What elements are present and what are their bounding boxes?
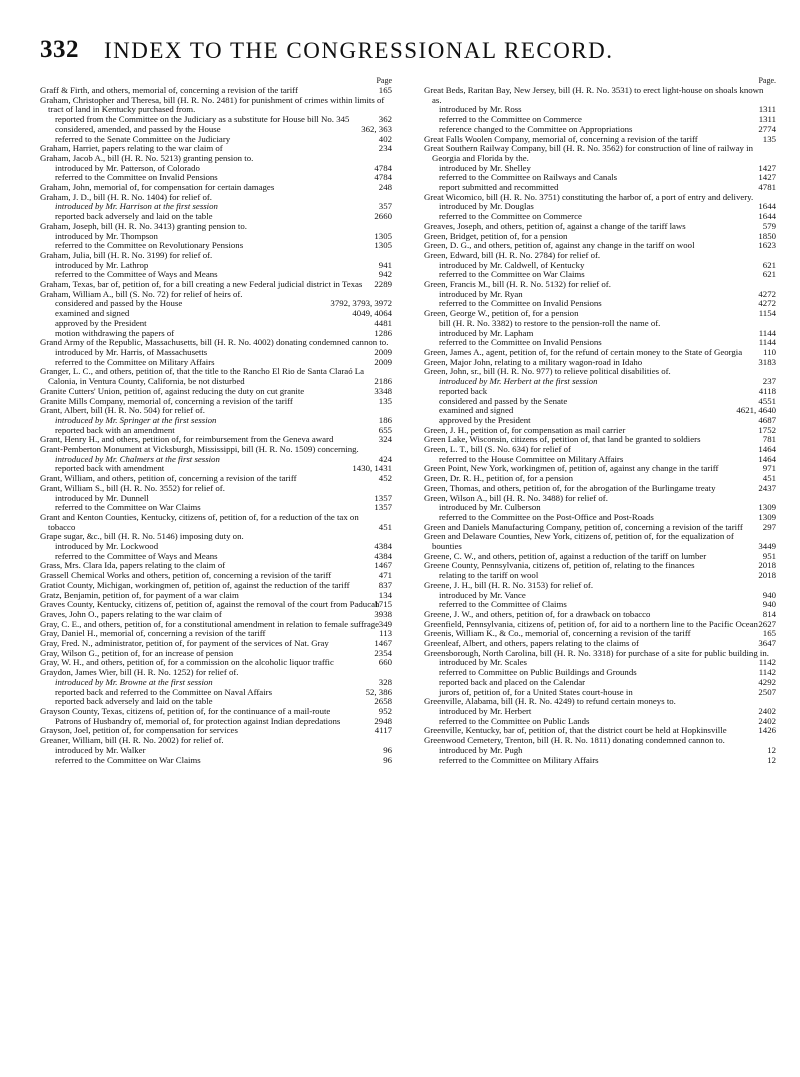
page-header: [40, 36, 775, 66]
entry-page-ref: 1850: [758, 230, 776, 241]
index-entry: [424, 144, 776, 163]
entry-page-ref: 952: [378, 706, 392, 716]
page-column-label: Page.: [758, 76, 776, 85]
entry-text: Greene County, Pennsylvania, citizens of, petition of, relating to the finances: [424, 560, 695, 571]
entry-text: Great Southern Railway Company, bill (H. R. No. 3562) for construction of line of railway in Georgia and Florida by the.: [424, 143, 754, 163]
entry-page-ref: 2289: [374, 279, 392, 290]
entry-text: referred to the Committee on Invalid Pensions: [439, 337, 602, 348]
entry-text: referred to the Committee on Public Lands: [439, 715, 590, 726]
entry-text: referred to the Committee on Military Affairs: [55, 356, 215, 367]
entry-text: referred to the Committee on Invalid Pensions: [55, 172, 218, 183]
entry-page-ref: 1464: [758, 453, 776, 464]
entry-text: Greene, J. W., and others, petition of, for a drawback on tobacco: [424, 608, 651, 619]
entry-page-ref: 941: [378, 259, 392, 270]
entry-page-ref: 4117: [374, 725, 392, 736]
entry-page-ref: 4784: [374, 172, 392, 183]
entry-text: referred to the Committee on War Claims: [55, 502, 201, 513]
entry-text: referred to the Committee on Invalid Pensions: [439, 298, 602, 309]
entry-text: Grant-Pemberton Monument at Vicksburgh, Mississippi, bill (H. R. No. 1509) concerning.: [40, 444, 359, 455]
entry-page-ref: 4481: [374, 317, 392, 328]
entry-text: referred to the Committee on Railways and Canals: [439, 172, 618, 183]
entry-text: introduced by Mr. Patterson, of Colorado: [55, 162, 200, 173]
entry-text: reported from the Committee on the Judiciary as a substitute for House bill No. 345: [55, 114, 350, 125]
entry-text: reported back: [439, 385, 488, 396]
entry-text: Grayson County, Texas, citizens of, petition of, for the continuance of a mail-route: [40, 706, 331, 716]
entry-page-ref: 2437: [758, 482, 776, 493]
entry-text: report submitted and recommitted: [439, 182, 559, 193]
entry-text: Patrons of Husbandry of, memorial of, for protection against Indian depredations: [55, 715, 341, 726]
entry-page-ref: 1752: [758, 424, 776, 435]
entry-text: examined and signed: [55, 308, 130, 319]
entry-text: Greensborough, North Carolina, bill (H. R. No. 3318) for purchase of a site for public building in.: [424, 647, 769, 658]
entry-text: Grant, William S., bill (H. R. No. 3552) for relief of.: [40, 482, 225, 493]
entry-text: Green, Dr. R. H., petition of, for a pension: [424, 473, 574, 484]
entry-text: referred to the Committee of Ways and Means: [55, 269, 218, 280]
entry-page-ref: 2660: [374, 211, 392, 222]
entry-text: Grand Army of the Republic, Massachusetts, bill (H. R. No. 4002) donating condemned cannon to.: [40, 337, 389, 348]
entry-text: Greaner, William, bill (H. R. No. 2002) for relief of.: [40, 735, 224, 746]
entry-page-ref: 971: [762, 463, 776, 474]
entry-page-ref: 1427: [758, 172, 776, 183]
entry-text: introduced by Mr. Walker: [55, 744, 146, 755]
entry-text: considered and passed by the Senate: [439, 395, 568, 406]
entry-text: Green, James A., agent, petition of, for the refund of certain money to the State of Georgia: [424, 346, 743, 357]
entry-page-ref: 1426: [758, 725, 776, 736]
entry-text: introduced by Mr. Pugh: [439, 744, 523, 755]
entry-page-ref: 1311: [758, 114, 776, 125]
entry-page-ref: 2507: [758, 686, 776, 697]
entry-text: introduced by Mr. Shelley: [439, 162, 531, 173]
entry-text: introduced by Mr. Dunnell: [55, 492, 149, 503]
entry-text: Gratz, Benjamin, petition of, for payment of a war claim: [40, 589, 239, 600]
entry-text: Graham, John, memorial of, for compensation for certain damages: [40, 182, 275, 193]
entry-text: Green, D. G., and others, petition of, against any change in the tariff on wool: [424, 240, 695, 251]
entry-text: Green Lake, Wisconsin, citizens of, petition of, that land be granted to soldiers: [424, 434, 701, 445]
entry-text: introduced by Mr. Chalmers at the first session: [55, 453, 220, 464]
entry-text: motion withdrawing the papers of: [55, 327, 175, 338]
entry-page-ref: 452: [378, 473, 392, 484]
entry-text: introduced by Mr. Douglas: [439, 201, 534, 212]
entry-page-ref: 781: [762, 434, 776, 445]
entry-page-ref: 2402: [758, 706, 776, 716]
entry-text: introduced by Mr. Thompson: [55, 230, 158, 241]
entry-page-ref: 2354: [374, 647, 392, 658]
entry-text: Granger, L. C., and others, petition of, that the title to the Rancho El Rio de Santa Claraó La Calonia, in Ventura County, California, be not disturbed: [40, 366, 365, 387]
entry-text: Grassell Chemical Works and others, petition of, concerning a revision of the tariff: [40, 570, 332, 581]
entry-text: Greene, J. H., bill (H. R. No. 3153) for relief of.: [424, 579, 594, 590]
entry-page-ref: 2627: [758, 618, 776, 629]
entry-text: Great Beds, Raritan Bay, New Jersey, bill (H. R. No. 3531) to erect light-house on shoals known as.: [424, 85, 764, 105]
entry-text: Green, George W., petition of, for a pension: [424, 308, 579, 319]
entry-page-ref: 328: [378, 676, 392, 687]
entry-page-ref: 135: [762, 133, 776, 144]
entry-text: Greene, C. W., and others, petition of, against a reduction of the tariff on lumber: [424, 550, 707, 561]
entry-text: Gray, Wilson G., petition of, for an increase of pension: [40, 647, 234, 658]
entry-page-ref: 621: [762, 259, 776, 270]
entry-page-ref: 237: [762, 376, 776, 387]
entry-text: considered and passed by the House: [55, 298, 183, 309]
entry-text: Green and Delaware Counties, New York, citizens of, petition of, for the equalization of bounties: [424, 531, 734, 552]
entry-text: approved by the President: [55, 317, 147, 328]
entry-page-ref: 248: [378, 182, 392, 193]
entry-text: introduced by Mr. Lathrop: [55, 259, 149, 270]
entry-page-ref: 4384: [374, 541, 392, 552]
entry-page-ref: 1623: [758, 240, 776, 251]
entry-text: relating to the tariff on wool: [439, 570, 539, 581]
entry-text: reported back adversely and laid on the table: [55, 696, 213, 707]
entry-text: Green, Bridget, petition of, for a pension: [424, 230, 568, 241]
entry-text: referred to the Committee on War Claims: [439, 269, 585, 280]
entry-text: referred to the Senate Committee on the Judiciary: [55, 133, 231, 144]
entry-page-ref: 1286: [374, 327, 392, 338]
entry-text: considered, amended, and passed by the House: [55, 123, 221, 134]
entry-page-ref: 165: [762, 628, 776, 639]
entry-text: Gray, Fred. N., administrator, petition of, for payment of the services of Nat. Gray: [40, 638, 329, 649]
entry-text: reported back and referred to the Committee on Naval Affairs: [55, 686, 272, 697]
entry-page-ref: 3792, 3793, 3972: [330, 298, 392, 309]
entry-page-ref: 940: [762, 599, 776, 610]
entry-text: Graham, Joseph, bill (H. R. No. 3413) granting pension to.: [40, 220, 247, 231]
entry-page-ref: 621: [762, 269, 776, 280]
entry-text: Graves, John O., papers relating to the war claim of: [40, 608, 222, 619]
entry-page-ref: 1464: [758, 444, 776, 455]
entry-page-ref: 4687: [758, 414, 776, 425]
entry-page-ref: 2009: [374, 356, 392, 367]
entry-text: Greenleaf, Albert, and others, papers relating to the claims of: [424, 638, 639, 649]
entry-text: Graham, William A., bill (S. No. 72) for relief of heirs of.: [40, 288, 243, 299]
entry-page-ref: 1467: [374, 638, 392, 649]
entry-page-ref: 4118: [758, 385, 776, 396]
entry-text: Graydon, James Wier, bill (H. R. No. 1252) for relief of.: [40, 667, 239, 678]
page-title: INDEX TO THE CONGRESSIONAL RECORD.: [104, 38, 614, 63]
index-column-right: [424, 76, 776, 765]
entry-text: approved by the President: [439, 414, 531, 425]
entry-page-ref: 1311: [758, 104, 776, 115]
entry-text: examined and signed: [439, 405, 514, 416]
entry-page-ref: 4781: [758, 182, 776, 193]
entry-text: Grant, Albert, bill (H. R. No. 504) for relief of.: [40, 405, 205, 416]
entry-text: Greaves, Joseph, and others, petition of, against a change of the tariff laws: [424, 220, 686, 231]
entry-page-ref: 135: [378, 395, 392, 406]
entry-page-ref: 3647: [758, 638, 776, 649]
entry-page-ref: 362: [378, 114, 392, 125]
entry-page-ref: 12: [767, 754, 776, 765]
entry-page-ref: 234: [378, 143, 392, 154]
entry-text: referred to the Committee on the Post-Office and Post-Roads: [439, 511, 654, 522]
entry-page-ref: 2948: [374, 715, 392, 726]
entry-page-ref: 2018: [758, 570, 776, 581]
entry-text: introduced by Mr. Harrison at the first session: [55, 201, 218, 212]
entry-page-ref: 1357: [374, 492, 392, 503]
entry-page-ref: 451: [762, 473, 776, 484]
entry-text: reported back with amendment: [55, 463, 165, 474]
entry-page-ref: 4551: [758, 395, 776, 406]
entry-page-ref: 1144: [758, 327, 776, 338]
entry-text: reported back with an amendment: [55, 424, 175, 435]
entry-text: introduced by Mr. Ryan: [439, 288, 523, 299]
entry-text: bill (H. R. No. 3382) to restore to the pension-roll the name of.: [439, 317, 661, 328]
entry-page-ref: 324: [378, 434, 392, 445]
entry-text: Greenis, William K., & Co., memorial of, concerning a revision of the tariff: [424, 628, 691, 639]
entry-text: Green, Major John, relating to a military wagon-road in Idaho: [424, 356, 643, 367]
entry-page-ref: 1644: [758, 201, 776, 212]
entry-page-ref: 660: [378, 657, 392, 668]
entry-page-ref: 579: [762, 220, 776, 231]
entry-page-ref: 4049, 4064: [352, 308, 392, 319]
entry-page-ref: 113: [379, 628, 392, 639]
entry-page-ref: 837: [378, 579, 392, 590]
entry-text: Green Point, New York, workingmen of, petition of, against any change in the tariff: [424, 463, 719, 474]
entry-text: Graham, Texas, bar of, petition of, for a bill creating a new Federal judicial district in Texas: [40, 279, 363, 290]
entry-page-ref: 424: [378, 453, 392, 464]
entry-text: Green, L. T., bill (S. No. 634) for relief of: [424, 444, 571, 455]
entry-page-ref: 96: [383, 754, 392, 765]
entry-page-ref: 3938: [374, 608, 392, 619]
entry-text: reference changed to the Committee on Appropriations: [439, 123, 633, 134]
entry-text: Green and Daniels Manufacturing Company, petition of, concerning a revision of the tariff: [424, 521, 743, 532]
entry-page-ref: 3183: [758, 356, 776, 367]
entry-text: Graham, Harriet, papers relating to the war claim of: [40, 143, 223, 154]
entry-text: referred to the Committee on Commerce: [439, 211, 582, 222]
entry-text: reported back adversely and laid on the table: [55, 211, 213, 222]
entry-text: Grant, Henry H., and others, petition of, for reimbursement from the Geneva award: [40, 434, 334, 445]
entry-page-ref: 12: [767, 744, 776, 755]
page-number: 332: [40, 36, 79, 63]
entry-page-ref: 1430, 1431: [352, 463, 392, 474]
entry-text: referred to the House Committee on Military Affairs: [439, 453, 624, 464]
index-entry: [424, 86, 776, 105]
entry-text: introduced by Mr. Culberson: [439, 502, 541, 513]
entry-text: Graham, Christopher and Theresa, bill (H. R. No. 2481) for punishment of crimes within limits of tract of land in Kentucky purchased from.: [40, 94, 385, 115]
entry-text: introduced by Mr. Harris, of Massachusetts: [55, 346, 208, 357]
entry-text: jurors of, petition of, for a United States court-house in: [439, 686, 633, 697]
entry-page-ref: 942: [378, 269, 392, 280]
entry-page-ref: 1305: [374, 230, 392, 241]
index-entry: [40, 513, 392, 532]
entry-page-ref: 940: [762, 589, 776, 600]
entry-text: reported back and placed on the Calendar: [439, 676, 586, 687]
entry-page-ref: 1154: [758, 308, 776, 319]
entry-text: Green, Francis M., bill (H. R. No. 5132) for relief of.: [424, 279, 611, 290]
entry-text: Granite Mills Company, memorial of, concerning a revision of the tariff: [40, 395, 293, 406]
entry-page-ref: 1144: [758, 337, 776, 348]
entry-page-ref: 2186: [374, 376, 392, 387]
entry-text: referred to Committee on Public Buildings and Grounds: [439, 667, 637, 678]
entry-page-ref: 1142: [758, 667, 776, 678]
entry-page-ref: 1357: [374, 502, 392, 513]
entry-page-ref: 1467: [374, 560, 392, 571]
index-entry: [424, 532, 776, 551]
entry-text: introduced by Mr. Scales: [439, 657, 527, 668]
entry-page-ref: 357: [378, 201, 392, 212]
entry-text: Gray, W. H., and others, petition of, for a commission on the alcoholic liquor traffic: [40, 657, 334, 668]
entry-text: Gratiot County, Michigan, workingmen of, petition of, against the reduction of the tariff: [40, 579, 350, 590]
entry-page-ref: 1309: [758, 511, 776, 522]
entry-text: Gray, Daniel H., memorial of, concerning a revision of the tariff: [40, 628, 266, 639]
entry-page-ref: 1309: [758, 502, 776, 513]
entry-page-ref: 3449: [758, 541, 776, 552]
entry-text: Green, Wilson A., bill (H. R. No. 3488) for relief of.: [424, 492, 608, 503]
entry-text: Greenwood Cemetery, Trenton, bill (H. R. No. 1811) donating condemned cannon to.: [424, 735, 725, 746]
entry-text: introduced by Mr. Vance: [439, 589, 526, 600]
index-column-left: [40, 76, 392, 765]
entry-text: Graham, Jacob A., bill (H. R. No. 5213) granting pension to.: [40, 152, 254, 163]
entry-page-ref: 2658: [374, 696, 392, 707]
index-entry: [40, 96, 392, 115]
entry-text: Grant, William, and others, petition of, concerning a revision of the tariff: [40, 473, 297, 484]
index-subentry: [40, 756, 392, 766]
entry-page-ref: 1715: [374, 599, 392, 610]
entry-text: introduced by Mr. Lockwood: [55, 541, 159, 552]
entry-text: Green, John, sr., bill (H. R. No. 977) to relieve political disabilities of.: [424, 366, 671, 377]
entry-text: Green, Thomas, and others, petition of, for the abrogation of the Burlingame treaty: [424, 482, 716, 493]
entry-text: Grayson, Joel, petition of, for compensation for services: [40, 725, 238, 736]
entry-page-ref: 186: [378, 414, 392, 425]
entry-text: Graham, Julia, bill (H. R. No. 3199) for relief of.: [40, 249, 213, 260]
entry-text: Grant and Kenton Counties, Kentucky, citizens of, petition of, for a reduction of the tax on tobacco: [40, 511, 359, 532]
entry-page-ref: 362, 363: [361, 123, 392, 134]
entry-text: introduced by Mr. Herbert at the first session: [439, 376, 598, 387]
entry-page-ref: 96: [383, 744, 392, 755]
entry-page-ref: 4292: [758, 676, 776, 687]
index-entry: [40, 367, 392, 386]
entry-text: Grass, Mrs. Clara Ida, papers relating to the claim of: [40, 560, 226, 571]
entry-page-ref: 2009: [374, 346, 392, 357]
entry-text: Great Wicomico, bill (H. R. No. 3751) constituting the harbor of, a port of entry and delivery.: [424, 191, 754, 202]
entry-page-ref: 4384: [374, 550, 392, 561]
entry-page-ref: 2402: [758, 715, 776, 726]
entry-text: introduced by Mr. Springer at the first session: [55, 414, 217, 425]
entry-page-ref: 165: [378, 85, 392, 95]
entry-text: referred to the Committee of Ways and Means: [55, 550, 218, 561]
entry-page-ref: 471: [378, 570, 392, 581]
entry-page-ref: 4272: [758, 288, 776, 299]
entry-text: Greenville, Alabama, bill (H. R. No. 4249) to refund certain moneys to.: [424, 696, 676, 707]
entry-page-ref: 4272: [758, 298, 776, 309]
entry-text: Great Falls Woolen Company, memorial of, concerning a revision of the tariff: [424, 133, 698, 144]
page-column-label: Page: [376, 76, 392, 85]
entry-text: Granite Cutters' Union, petition of, against reducing the duty on cut granite: [40, 385, 305, 396]
entry-page-ref: 451: [378, 521, 392, 532]
entry-text: referred to the Committee on Revolutionary Pensions: [55, 240, 244, 251]
entry-page-ref: 655: [378, 424, 392, 435]
entry-text: referred to the Committee of Claims: [439, 599, 567, 610]
entry-text: introduced by Mr. Browne at the first session: [55, 676, 213, 687]
entry-text: referred to the Committee on Commerce: [439, 114, 582, 125]
index-subentry: [424, 756, 776, 766]
entry-page-ref: 1305: [374, 240, 392, 251]
entry-page-ref: 951: [762, 550, 776, 561]
entry-text: introduced by Mr. Lapham: [439, 327, 534, 338]
entry-text: introduced by Mr. Caldwell, of Kentucky: [439, 259, 585, 270]
entry-text: Greenville, Kentucky, bar of, petition of, that the district court be held at Hopkinsville: [424, 725, 727, 736]
entry-text: Graves County, Kentucky, citizens of, petition of, against the removal of the court from Paducah: [40, 599, 380, 610]
entry-page-ref: 52, 386: [365, 686, 392, 697]
entry-text: Greenfield, Pennsylvania, citizens of, petition of, for aid to a northern line to the Pacific Ocean: [424, 618, 758, 629]
entry-page-ref: 1644: [758, 211, 776, 222]
entry-page-ref: 349: [378, 618, 392, 629]
entry-page-ref: 814: [762, 608, 776, 619]
entry-page-ref: 297: [762, 521, 776, 532]
entry-text: Gray, C. E., and others, petition of, for a constitutional amendment in relation to female suffrage: [40, 618, 380, 629]
entry-page-ref: 134: [378, 589, 392, 600]
entry-page-ref: 110: [763, 346, 776, 357]
entry-text: Graham, J. D., bill (H. R. No. 1404) for relief of.: [40, 191, 212, 202]
entry-page-ref: 3348: [374, 385, 392, 396]
entry-text: Grape sugar, &c., bill (H. R. No. 5146) imposing duty on.: [40, 531, 244, 542]
entry-page-ref: 402: [378, 133, 392, 144]
entry-page-ref: 1142: [758, 657, 776, 668]
entry-text: introduced by Mr. Herbert: [439, 706, 532, 716]
entry-page-ref: 4621, 4640: [736, 405, 776, 416]
entry-text: introduced by Mr. Ross: [439, 104, 522, 115]
entry-text: Green, J. H., petition of, for compensation as mail carrier: [424, 424, 626, 435]
entry-text: referred to the Committee on Military Affairs: [439, 754, 599, 765]
entry-page-ref: 4784: [374, 162, 392, 173]
entry-page-ref: 1427: [758, 162, 776, 173]
entry-text: Green, Edward, bill (H. R. No. 2784) for relief of.: [424, 249, 601, 260]
entry-text: Graff & Firth, and others, memorial of, concerning a revision of the tariff: [40, 85, 298, 95]
entry-page-ref: 2018: [758, 560, 776, 571]
entry-text: referred to the Committee on War Claims: [55, 754, 201, 765]
entry-page-ref: 2774: [758, 123, 776, 134]
